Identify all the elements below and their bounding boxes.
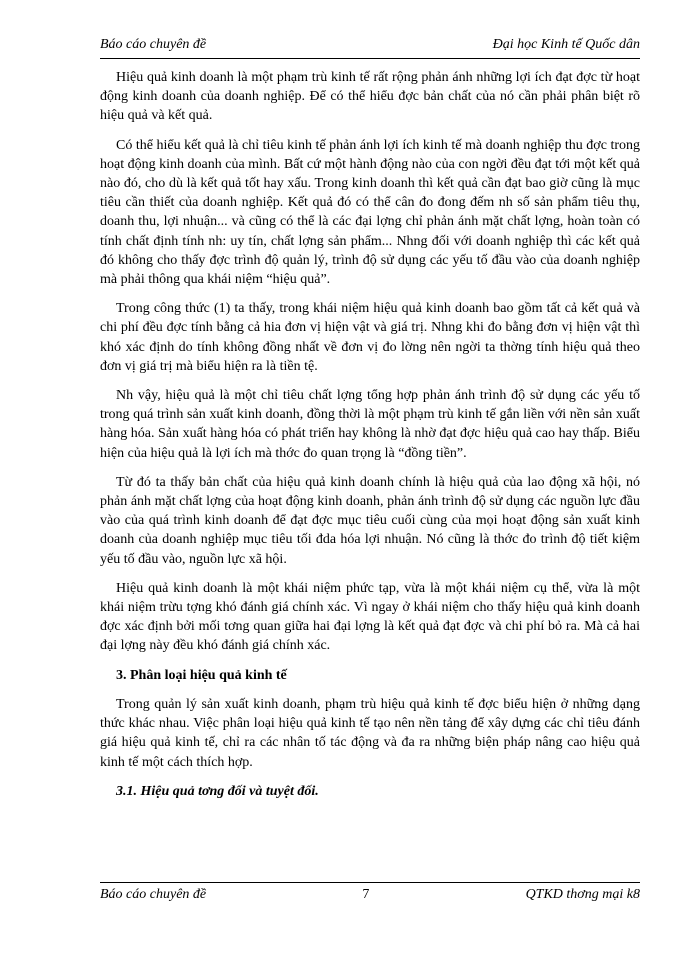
section-paragraph: Trong quản lý sản xuất kinh doanh, phạm trù hiệu quả kinh tế đợc biểu hiện ở những dạng thức khác nhau. Việc phân loại hiệu quả kinh tế tạo nên nền tảng để xây dựng các chỉ tiêu đánh giá hiệu quả kinh tế, chỉ ra các nhân tố tác động và đa ra những biện pháp nâng cao hiệu quả kinh tế một cách thích hợp. bbox=[100, 696, 640, 770]
subsection-heading: 3.1. Hiệu quả tơng đối và tuyệt đối. bbox=[116, 783, 319, 799]
page-footer bbox=[100, 887, 640, 903]
page-number: 7 bbox=[362, 887, 370, 902]
paragraph: Hiệu quả kinh doanh là một phạm trù kinh tế rất rộng phản ánh những lợi ích đạt đợc từ hoạt động kinh doanh của doanh nghiệp. Để có thể hiểu đợc bản chất của nó cần phải phân biệt rõ hiệu quả và kết quả. bbox=[100, 70, 640, 124]
document-body bbox=[100, 68, 640, 801]
section-heading: 3. Phân loại hiệu quả kinh tế bbox=[116, 667, 287, 683]
footer-left: Báo cáo chuyên đề bbox=[100, 887, 207, 902]
header-right: Đại học Kinh tế Quốc dân bbox=[492, 37, 640, 52]
paragraph: Nh vậy, hiệu quả là một chỉ tiêu chất lợng tổng hợp phản ánh trình độ sử dụng các yếu tố trong quá trình sản xuất kinh doanh, đồng thời là một phạm trù kinh tế gắn liền với nền sản xuất hàng hóa. Sản xuất hàng hóa có phát triển hay không là nhờ đạt đợc hiệu quả cao hay thấp. Biểu hiện của hiệu quả là lợi ích mà thớc đo quan trọng là “đồng tiền”. bbox=[100, 388, 640, 461]
header-left: Báo cáo chuyên đề bbox=[100, 37, 207, 52]
footer-right: QTKD thơng mại k8 bbox=[525, 887, 640, 902]
paragraph: Có thể hiểu kết quả là chỉ tiêu kinh tế phản ánh lợi ích kinh tế mà doanh nghiệp thu đợc trong hoạt động kinh doanh của mình. Bất cứ một hành động nào của con ngời đều đạt tới một kết quả nào đó, cho dù là kết quả tốt hay xấu. Trong kinh doanh thì kết quả cần đạt bao giờ cũng là mục tiêu cần thiết của doanh nghiệp. Kết quả đó có thể cân đo đong đếm nh số sản phẩm tiêu thụ, doanh thu, lợi nhuận... và cũng có thể là các đại lợng chỉ phản ánh mặt chất lợng, hoàn toàn có tính chất định tính nh: uy tín, chất lợng sản phẩm... Nhng đối với doanh nghiệp thì các kết quả đó không cho thấy đợc trình độ quản lý, trình độ sử dụng các yếu tố đầu vào của doanh nghiệp mà phải thông qua khái niệm “hiệu quả”. bbox=[100, 137, 640, 288]
footer-rule bbox=[100, 882, 640, 883]
paragraph: Hiệu quả kinh doanh là một khái niệm phức tạp, vừa là một khái niệm cụ thể, vừa là một khái niệm trừu tợng khó đánh giá chính xác. Vì ngay ở khái niệm cho thấy hiệu quả kinh doanh đợc xác định bởi mối tơng quan giữa hai đại lợng là kết quả đạt đợc và chi phí bỏ ra. Mà cả hai đại lợng này đều khó đánh giá chính xác. bbox=[100, 580, 640, 654]
paragraph: Trong công thức (1) ta thấy, trong khái niệm hiệu quả kinh doanh bao gồm tất cả kết quả và chi phí đều đợc tính bằng cả hia đơn vị hiện vật và giá trị. Nhng khi đo bằng đơn vị hiện vật thì khó xác định do tính không đồng nhất về đơn vị đo lờng nên ngời ta thờng tính hiệu quả theo đơn vị giá trị mà biểu hiện ra là tiền tệ. bbox=[100, 301, 640, 374]
header-rule bbox=[100, 58, 640, 59]
page-header bbox=[100, 37, 640, 53]
paragraph: Từ đó ta thấy bản chất của hiệu quả kinh doanh chính là hiệu quả của lao động xã hội, nó phản ánh mặt chất lợng của hoạt động kinh doanh, phản ánh trình độ sử dụng các nguồn lực đầu vào của quá trình kinh doanh để đạt đợc mục tiêu cuối cùng của mọi hoạt động sản xuất kinh doanh của doanh nghiệp mục tiêu tối đda hóa lợi nhuận. Nó cũng là thớc đo trình độ tiết kiệm yếu tố đầu vào, nguồn lực xã hội. bbox=[100, 474, 640, 567]
